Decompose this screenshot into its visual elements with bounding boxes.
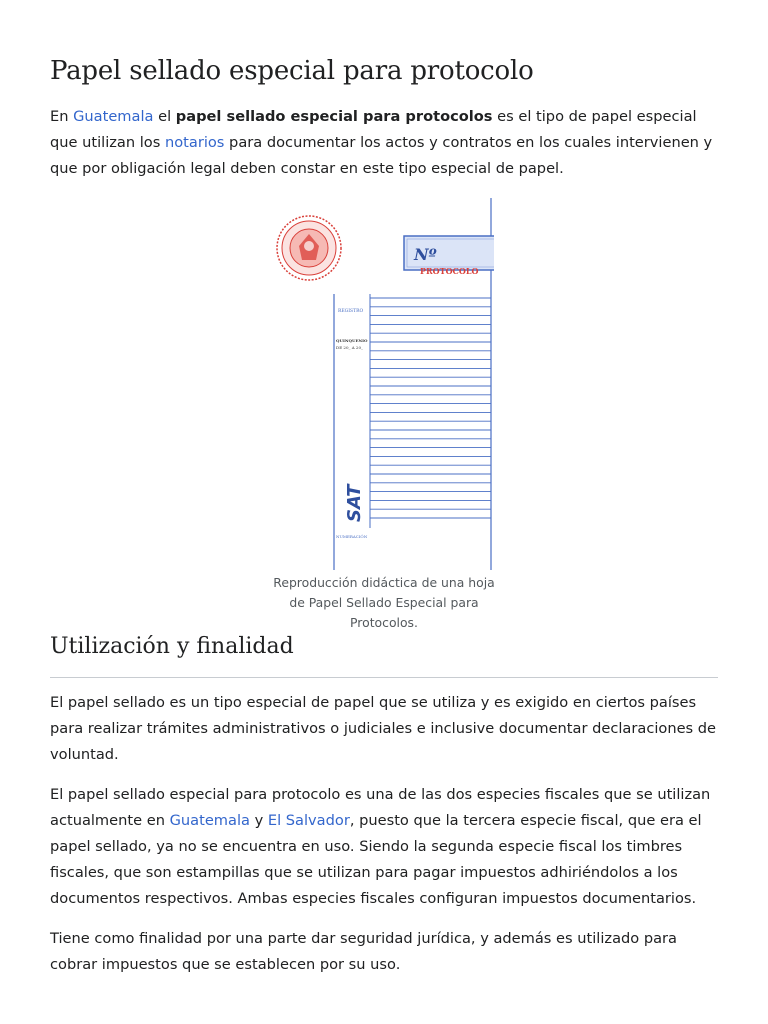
p2-text-1: El papel sellado especial para protocolo es una de las dos especies fiscales que se utilizan actualmente en (50, 786, 711, 829)
margin-quinquenio: QUINQUENIO (336, 338, 368, 343)
seal-emblem (277, 216, 341, 280)
protocolo-label: PROTOCOLO (420, 266, 479, 276)
ruled-lines (370, 298, 491, 518)
p2-text-2: y (249, 812, 268, 829)
margin-quinquenio-2: DE 20_ A 20_ (336, 345, 364, 350)
intro-bold-term: papel sellado especial para protocolos (175, 108, 493, 125)
margin-numeracion: NUMERACIÓN (336, 534, 368, 539)
sat-logo: SAT (344, 484, 365, 522)
number-stamp (404, 236, 494, 270)
link-guatemala-2[interactable]: Guatemala (169, 812, 250, 829)
caption-text: Reproducción didáctica de una hoja de Papel Sellado Especial para Protocolos. (273, 575, 495, 630)
section-heading: Utilización y finalidad (50, 634, 294, 659)
link-el-salvador[interactable]: El Salvador (267, 812, 350, 829)
section-paragraph-3: Tiene como finalidad por una parte dar seguridad jurídica, y además es utilizado para cobrar impuestos que se establecen por su uso. (50, 930, 677, 973)
number-symbol: Nº (414, 245, 437, 264)
intro-text-3: es el tipo de papel especial que utilizan los (50, 108, 697, 151)
protocol-sheet-figure[interactable] (276, 198, 494, 572)
link-notarios[interactable]: notarios (164, 134, 225, 151)
protocol-sheet-image (276, 198, 494, 572)
intro-text-1: En (50, 108, 74, 125)
section-paragraph-2 (50, 782, 718, 912)
p2-text-3: , puesto que la tercera especie fiscal, que era el papel sellado, ya no se encuentra en uso. Siendo la segunda especie fiscal los timbres fiscales, que son estampillas que se utilizan para pagar impuestos adhiriéndolos a los documentos respectivos. Ambas especies fiscales configuran impuestos documentarios. (50, 812, 702, 907)
intro-text-2: el (153, 108, 176, 125)
intro-paragraph (50, 104, 718, 182)
page-title: Papel sellado especial para protocolo (50, 56, 534, 86)
section-divider (50, 677, 718, 678)
section-paragraph-1: El papel sellado es un tipo especial de papel que se utiliza y es exigido en ciertos países para realizar trámites administrativos o judiciales e inclusive documentar declaraciones de voluntad. (50, 694, 717, 763)
intro-text-4: para documentar los actos y contratos en los cuales intervienen y que por obligación legal deben constar en este tipo especial de papel. (50, 134, 713, 177)
link-guatemala[interactable]: Guatemala (73, 108, 154, 125)
margin-registro: REGISTRO (338, 309, 364, 314)
figure-caption (50, 573, 718, 633)
